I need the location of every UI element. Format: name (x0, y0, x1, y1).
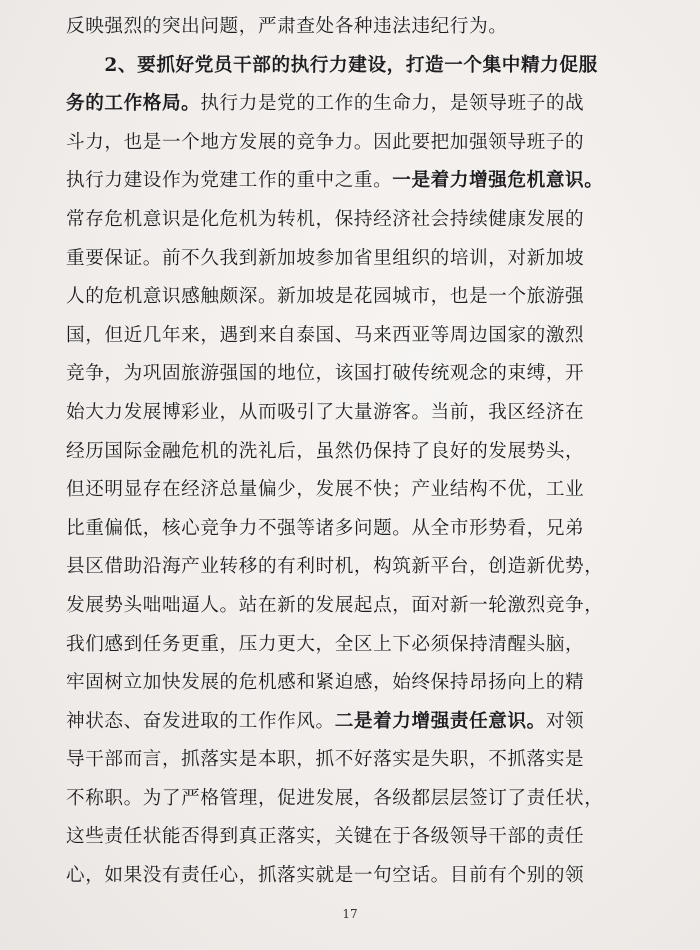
text-segment: 始大力发展博彩业，从而吸引了大量游客。当前，我区经济在 (66, 401, 585, 423)
bold-text-segment: 一是着力增强危机意识。 (392, 170, 604, 192)
text-line (66, 626, 646, 665)
text-segment: 不称职。为了严格管理，促进发展，各级都层层签订了责任状， (66, 787, 604, 809)
text-segment: 反映强烈的突出问题，严肃查处各种违法违纪行为。 (66, 16, 508, 37)
text-line (66, 8, 646, 47)
text-line (66, 741, 646, 780)
text-line (66, 240, 646, 279)
text-segment: 比重偏低，核心竞争力不强等诸多问题。从全市形势看，兄弟 (66, 517, 585, 539)
text-segment: 常存危机意识是化危机为转机，保持经济社会持续健康发展的 (66, 208, 585, 230)
text-line (66, 471, 646, 510)
text-segment: 重要保证。前不久我到新加坡参加省里组织的培训，对新加坡 (66, 247, 585, 269)
text-segment: 竞争，为巩固旅游强国的地位，该国打破传统观念的束缚，开 (66, 363, 585, 385)
text-segment: 执行力建设作为党建工作的重中之重。 (66, 170, 393, 192)
text-line (66, 433, 646, 472)
text-segment: 导干部而言，抓落实是本职，抓不好落实是失职，不抓落实是 (66, 749, 585, 771)
text-line (66, 587, 646, 626)
text-segment: 我们感到任务更重，压力更大，全区上下必须保持清醒头脑， (66, 633, 585, 655)
text-segment: 对领 (545, 710, 585, 732)
page-number: 17 (342, 907, 358, 921)
text-line (66, 162, 646, 201)
document-body (66, 8, 646, 896)
text-line (66, 355, 646, 394)
text-segment: 神状态、奋发进取的工作作风。 (66, 710, 335, 732)
text-segment: 发展势头咄咄逼人。站在新的发展起点，面对新一轮激烈竞争， (66, 594, 604, 616)
text-line (66, 278, 646, 317)
text-line (66, 47, 646, 86)
text-line (66, 201, 646, 240)
bold-text-segment: 务的工作格局。 (66, 93, 201, 115)
bold-text-segment: 2、要抓好党员干部的执行力建设，打造一个集中精力促服 (66, 54, 598, 76)
bold-text-segment: 二是着力增强责任意识。 (334, 710, 546, 732)
text-segment: 心，如果没有责任心，抓落实就是一句空话。目前有个别的领 (66, 865, 585, 887)
text-line (66, 664, 646, 703)
text-line (66, 548, 646, 587)
text-line (66, 394, 646, 433)
text-line (66, 703, 646, 742)
text-segment: 国，但近几年来，遇到来自泰国、马来西亚等周边国家的激烈 (66, 324, 585, 346)
text-line (66, 85, 646, 124)
text-segment: 执行力是党的工作的生命力，是领导班子的战 (200, 93, 585, 115)
text-line (66, 857, 646, 896)
text-segment: 县区借助沿海产业转移的有利时机，构筑新平台，创造新优势， (66, 556, 604, 578)
text-segment: 人的危机意识感触颇深。新加坡是花园城市，也是一个旅游强 (66, 286, 585, 308)
text-line (66, 780, 646, 819)
text-line (66, 510, 646, 549)
text-segment: 经历国际金融危机的洗礼后，虽然仍保持了良好的发展势头， (66, 440, 585, 462)
text-line (66, 124, 646, 163)
text-segment: 这些责任状能否得到真正落实，关键在于各级领导干部的责任 (66, 826, 585, 848)
text-line (66, 317, 646, 356)
text-line (66, 818, 646, 857)
text-segment: 但还明显存在经济总量偏少，发展不快；产业结构不优，工业 (66, 479, 585, 501)
text-segment: 牢固树立加快发展的危机感和紧迫感，始终保持昂扬向上的精 (66, 672, 585, 694)
text-segment: 斗力，也是一个地方发展的竞争力。因此要把加强领导班子的 (66, 131, 585, 153)
